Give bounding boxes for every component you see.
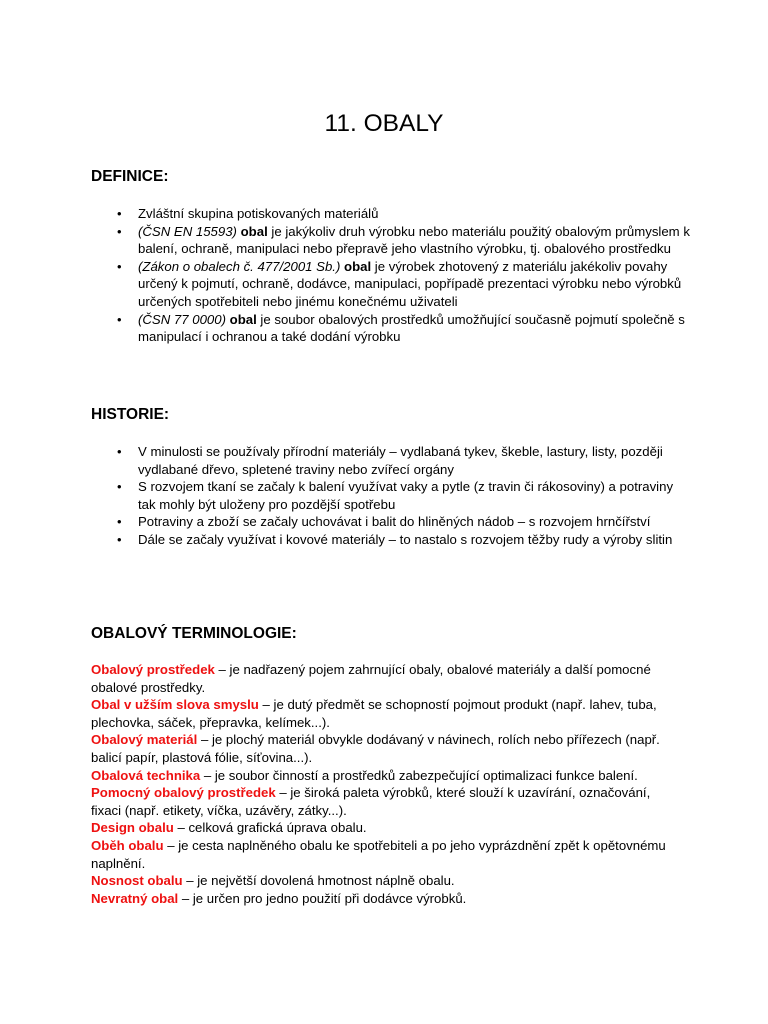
page-title: 11. OBALY — [324, 110, 444, 137]
term-name: Pomocný obalový prostředek — [91, 785, 276, 801]
definice-heading: DEFINICE: — [91, 168, 169, 185]
historie-item: • Potraviny a zboží se začaly uchovávat i balit do hliněných nádob – s rozvojem hrnčířství — [91, 513, 691, 531]
definice-item — [91, 311, 691, 346]
term-entry — [91, 819, 681, 837]
term-definition: – celková grafická úprava obalu. — [173, 820, 367, 836]
definice-list — [91, 205, 691, 346]
definice-item-source: (ČSN 77 0000) — [138, 311, 226, 327]
term-entry — [91, 784, 681, 819]
term-entry — [91, 731, 681, 766]
definice-item — [91, 205, 691, 223]
definice-item-text: je jakýkoliv druh výrobku nebo materiálu použitý obalovým průmyslem k balení, ochraně, manipulaci nebo přepravě jeho vlastního výrobku, tj. obalového prostředku — [138, 223, 690, 257]
term-definition: – je určen pro jedno použití při dodávce výrobků. — [178, 890, 467, 906]
term-name: Oběh obalu — [91, 837, 164, 853]
definice-item — [91, 258, 691, 311]
term-name: Obalový prostředek — [91, 662, 215, 677]
historie-item: • S rozvojem tkaní se začaly k balení využívat vaky a pytle (z travin či rákosoviny) a potraviny tak mohly být uloženy pro pozdější spotřebu — [91, 478, 691, 513]
terminologie-heading: OBALOVÝ TERMINOLOGIE: — [91, 625, 297, 642]
term-name: Nosnost obalu — [91, 873, 183, 889]
term-entry — [91, 837, 681, 872]
historie-item: • Dále se začaly využívat i kovové materiály – to nastalo s rozvojem těžby rudy a výroby slitin — [91, 531, 691, 549]
definice-item-text: je soubor obalových prostředků umožňující současně pojmutí společně s manipulací i ochranou a také dodání výrobku — [138, 311, 685, 345]
terminologie-list — [91, 661, 681, 907]
term-definition: – je cesta naplněného obalu ke spotřebiteli a po jeho vyprázdnění zpět k opětovnému naplnění. — [91, 837, 666, 871]
term-entry — [91, 767, 681, 785]
definice-item-keyword: obal — [344, 258, 372, 274]
definice-item-keyword: obal — [229, 311, 257, 327]
historie-list — [91, 443, 691, 549]
term-definition: – je široká paleta výrobků, které slouží k uzavírání, označování, fixaci (např. etikety, víčka, uzávěry, zátky...). — [91, 785, 651, 818]
definice-item — [91, 223, 691, 258]
definice-item-text: je výrobek zhotovený z materiálu jakékoliv povahy určený k pojmutí, ochraně, dodávce, manipulaci, popřípadě prezentaci výrobku nebo výrobků určených spotřebiteli nebo jinému konečnému uživateli — [138, 258, 682, 309]
term-definition: – je nadřazený pojem zahrnující obaly, obalové materiály a další pomocné obalové prostředky. — [91, 662, 651, 695]
definice-item-source: (ČSN EN 15593) — [138, 223, 237, 239]
term-name: Obalový materiál — [91, 732, 198, 748]
definice-item-source: (Zákon o obalech č. 477/2001 Sb.) — [138, 258, 341, 274]
term-definition: – je plochý materiál obvykle dodávaný v návinech, rolích nebo přířezech (např. balicí papír, plastová fólie, síťovina...). — [91, 732, 660, 765]
term-name: Obal v užším slova smyslu — [91, 697, 259, 713]
term-name: Obalová technika — [91, 767, 201, 783]
term-definition: – je soubor činností a prostředků zabezpečující optimalizaci funkce balení. — [200, 767, 638, 783]
term-entry — [91, 890, 681, 908]
term-definition: – je dutý předmět se schopností pojmout produkt (např. lahev, tuba, plechovka, sáček, přepravka, kelímek...). — [91, 697, 657, 730]
term-entry — [91, 696, 681, 731]
term-name: Design obalu — [91, 820, 174, 836]
historie-item: • V minulosti se používaly přírodní materiály – vydlabaná tykev, škeble, lastury, listy, později vydlabané dřevo, spletené traviny nebo zvířecí orgány — [91, 443, 691, 478]
definice-item-keyword: obal — [240, 223, 268, 239]
term-entry — [91, 661, 681, 696]
term-definition: – je největší dovolená hmotnost náplně obalu. — [182, 873, 455, 889]
historie-heading: HISTORIE: — [91, 406, 170, 423]
definice-item-text: Zvláštní skupina potiskovaných materiálů — [138, 206, 379, 221]
term-entry — [91, 872, 681, 890]
term-name: Nevratný obal — [91, 890, 179, 906]
